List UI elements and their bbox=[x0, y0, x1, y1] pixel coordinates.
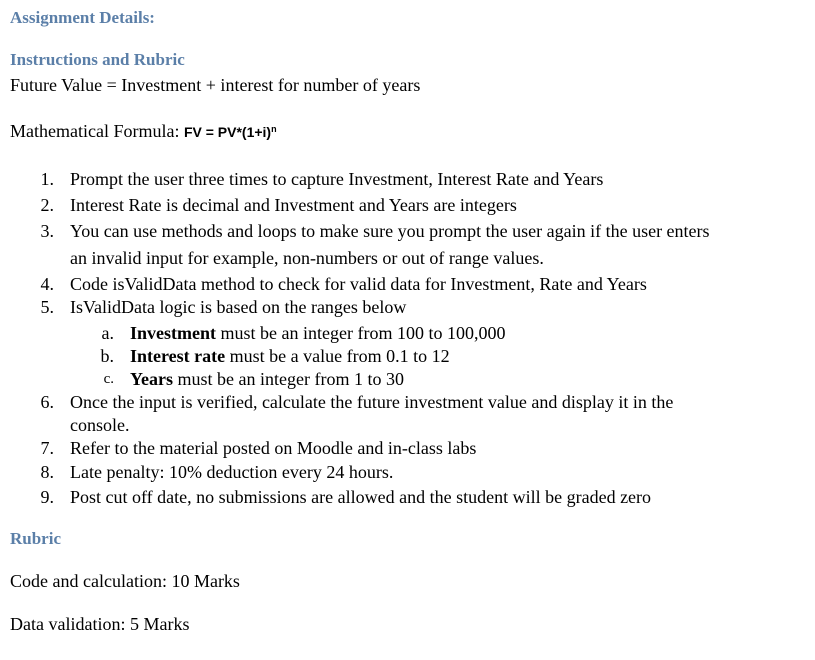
sub-bold: Interest rate bbox=[130, 346, 226, 366]
list-text: You can use methods and loops to make sure you prompt the user again if the user enters bbox=[70, 221, 710, 241]
sub-rest: must be an integer from 1 to 30 bbox=[173, 369, 404, 389]
formula-expression bbox=[184, 124, 277, 140]
list-number: 5. bbox=[40, 297, 54, 317]
sub-text bbox=[130, 369, 404, 390]
list-text: IsValidData logic is based on the ranges below bbox=[70, 297, 407, 317]
list-text: Refer to the material posted on Moodle and in-class labs bbox=[70, 438, 477, 458]
assignment-details-heading: Assignment Details: bbox=[10, 8, 155, 27]
rubric-line-code: Code and calculation: 10 Marks bbox=[10, 571, 240, 591]
list-text: Code isValidData method to check for valid data for Investment, Rate and Years bbox=[70, 274, 647, 294]
instructions-heading: Instructions and Rubric bbox=[10, 50, 185, 69]
list-text: Late penalty: 10% deduction every 24 hours. bbox=[70, 462, 394, 482]
sub-rest: must be an integer from 100 to 100,000 bbox=[216, 323, 506, 343]
sub-bold: Years bbox=[130, 369, 173, 389]
sub-letter: a. bbox=[101, 323, 114, 343]
sub-text bbox=[130, 323, 505, 344]
list-number: 1. bbox=[40, 169, 54, 189]
list-text-continued: an invalid input for example, non-numbers or out of range values. bbox=[70, 248, 544, 268]
list-number: 6. bbox=[40, 392, 54, 412]
sub-rest: must be a value from 0.1 to 12 bbox=[225, 346, 450, 366]
list-number: 2. bbox=[40, 195, 54, 215]
rubric-line-validation: Data validation: 5 Marks bbox=[10, 614, 190, 634]
formula-main: FV = PV*(1+i) bbox=[183, 124, 272, 140]
formula-label: Mathematical Formula: bbox=[10, 121, 184, 141]
sub-text bbox=[130, 346, 450, 367]
list-number: 3. bbox=[40, 221, 54, 241]
rubric-heading: Rubric bbox=[10, 529, 61, 548]
list-text-continued: console. bbox=[70, 415, 130, 435]
formula-line bbox=[10, 121, 277, 142]
list-number: 4. bbox=[40, 274, 54, 294]
list-text: Prompt the user three times to capture Investment, Interest Rate and Years bbox=[70, 169, 604, 189]
list-number: 9. bbox=[40, 487, 54, 507]
list-text: Post cut off date, no submissions are allowed and the student will be graded zero bbox=[70, 487, 652, 507]
sub-letter: b. bbox=[100, 346, 114, 366]
future-value-definition: Future Value = Investment + interest for number of years bbox=[10, 75, 421, 95]
sub-bold: Investment bbox=[130, 323, 216, 343]
list-text: Interest Rate is decimal and Investment and Years are integers bbox=[70, 195, 517, 215]
list-number: 7. bbox=[40, 438, 54, 458]
sub-letter: c. bbox=[103, 371, 114, 387]
list-text: Once the input is verified, calculate the future investment value and display it in the bbox=[70, 392, 674, 412]
list-number: 8. bbox=[40, 462, 54, 482]
formula-exponent: n bbox=[271, 124, 277, 134]
